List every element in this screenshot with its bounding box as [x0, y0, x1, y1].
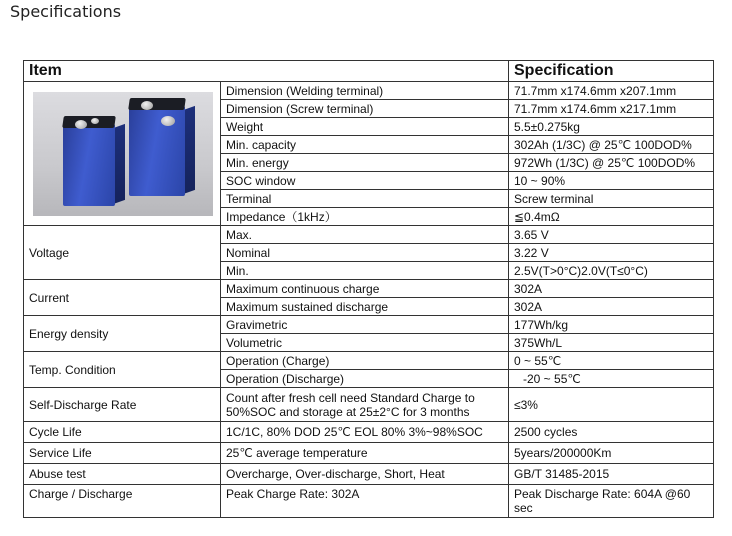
- spec-label: Maximum continuous charge: [221, 280, 509, 298]
- spec-value: 302Ah (1/3C) @ 25℃ 100DOD%: [509, 136, 714, 154]
- group-label-abuse-test: Abuse test: [24, 464, 221, 485]
- spec-label: SOC window: [221, 172, 509, 190]
- spec-value: ≦0.4mΩ: [509, 208, 714, 226]
- table-row: [24, 485, 714, 518]
- group-label-service-life: Service Life: [24, 443, 221, 464]
- spec-value: 2.5V(T>0°C)2.0V(T≤0°C): [509, 262, 714, 280]
- table-header-row: [24, 61, 714, 82]
- table-row: [24, 422, 714, 443]
- battery-cell-right: [129, 98, 185, 196]
- spec-value: 177Wh/kg: [509, 316, 714, 334]
- spec-label: Impedance（1kHz）: [221, 208, 509, 226]
- page-title: Specifications: [10, 2, 122, 21]
- spec-label: Gravimetric: [221, 316, 509, 334]
- spec-value: 375Wh/L: [509, 334, 714, 352]
- spec-label: Operation (Discharge): [221, 370, 509, 388]
- spec-value: 302A: [509, 298, 714, 316]
- spec-value: GB/T 31485-2015: [509, 464, 714, 485]
- spec-label: Weight: [221, 118, 509, 136]
- group-label-cycle-life: Cycle Life: [24, 422, 221, 443]
- spec-value: Screw terminal: [509, 190, 714, 208]
- spec-label: 1C/1C, 80% DOD 25℃ EOL 80% 3%~98%SOC: [221, 422, 509, 443]
- spec-value: 2500 cycles: [509, 422, 714, 443]
- spec-label: Dimension (Screw terminal): [221, 100, 509, 118]
- spec-label: Peak Charge Rate: 302A: [221, 485, 509, 518]
- spec-label: 25℃ average temperature: [221, 443, 509, 464]
- spec-value: 302A: [509, 280, 714, 298]
- table-row: [24, 388, 714, 422]
- header-specification: Specification: [509, 61, 714, 82]
- table-row: [24, 352, 714, 370]
- specifications-table: [23, 60, 714, 518]
- spec-value: Peak Discharge Rate: 604A @60 sec: [509, 485, 714, 518]
- table-row: [24, 464, 714, 485]
- spec-value: ≤3%: [509, 388, 714, 422]
- spec-value: 0 ~ 55℃: [509, 352, 714, 370]
- spec-value: 10 ~ 90%: [509, 172, 714, 190]
- group-label-charge-discharge: Charge / Discharge: [24, 485, 221, 518]
- spec-label: Overcharge, Over-discharge, Short, Heat: [221, 464, 509, 485]
- spec-value: 71.7mm x174.6mm x217.1mm: [509, 100, 714, 118]
- table-row: [24, 226, 714, 244]
- spec-value: -20 ~ 55℃: [509, 370, 714, 388]
- group-label-self-discharge: Self-Discharge Rate: [24, 388, 221, 422]
- table-row: [24, 443, 714, 464]
- spec-label: Maximum sustained discharge: [221, 298, 509, 316]
- spec-label: Operation (Charge): [221, 352, 509, 370]
- table-row: [24, 280, 714, 298]
- group-label-voltage: Voltage: [24, 226, 221, 280]
- table-row: [24, 82, 714, 100]
- group-label-current: Current: [24, 280, 221, 316]
- spec-value: 972Wh (1/3C) @ 25℃ 100DOD%: [509, 154, 714, 172]
- spec-label: Min. energy: [221, 154, 509, 172]
- battery-cell-left: [63, 116, 115, 206]
- spec-label: Count after fresh cell need Standard Charge to 50%SOC and storage at 25±2°C for 3 months: [221, 388, 509, 422]
- spec-label: Dimension (Welding terminal): [221, 82, 509, 100]
- spec-label: Nominal: [221, 244, 509, 262]
- spec-value: 3.22 V: [509, 244, 714, 262]
- spec-value: 3.65 V: [509, 226, 714, 244]
- spec-value: 5.5±0.275kg: [509, 118, 714, 136]
- battery-photo-cell: [24, 82, 221, 226]
- table-row: [24, 316, 714, 334]
- spec-label: Max.: [221, 226, 509, 244]
- spec-label: Min.: [221, 262, 509, 280]
- spec-label: Volumetric: [221, 334, 509, 352]
- group-label-energy-density: Energy density: [24, 316, 221, 352]
- group-label-temp-condition: Temp. Condition: [24, 352, 221, 388]
- battery-cells-photo: [33, 92, 213, 216]
- spec-value: 5years/200000Km: [509, 443, 714, 464]
- header-item: Item: [24, 61, 509, 82]
- spec-value: 71.7mm x174.6mm x207.1mm: [509, 82, 714, 100]
- spec-label: Terminal: [221, 190, 509, 208]
- spec-label: Min. capacity: [221, 136, 509, 154]
